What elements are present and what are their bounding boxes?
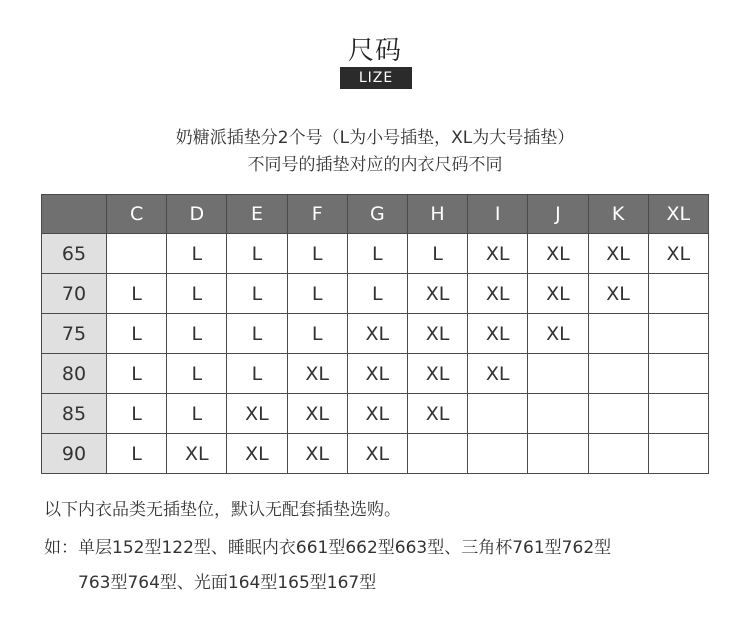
insert-size-cell: XL <box>407 354 467 394</box>
insert-size-cell: L <box>107 434 167 474</box>
insert-size-cell: L <box>227 234 287 274</box>
cup-header: H <box>407 195 467 234</box>
insert-size-cell: XL <box>167 434 227 474</box>
note-line-2: 如：单层152型122型、睡眠内衣661型662型663型、三角杯761型762型 <box>44 538 612 558</box>
insert-size-cell: XL <box>528 314 588 354</box>
insert-size-cell <box>468 434 528 474</box>
size-table <box>41 194 709 474</box>
insert-size-cell: L <box>227 274 287 314</box>
insert-size-cell: L <box>287 314 347 354</box>
band-size-cell: 75 <box>42 314 107 354</box>
insert-size-cell: XL <box>227 434 287 474</box>
insert-size-cell <box>588 314 648 354</box>
insert-size-cell <box>588 394 648 434</box>
insert-size-cell: XL <box>347 354 407 394</box>
table-header-row <box>42 195 709 234</box>
cup-header: E <box>227 195 287 234</box>
insert-size-cell: XL <box>347 394 407 434</box>
table-row <box>42 314 709 354</box>
insert-size-cell <box>468 394 528 434</box>
band-size-cell: 70 <box>42 274 107 314</box>
cup-header: J <box>528 195 588 234</box>
insert-size-cell: L <box>347 274 407 314</box>
table-corner-cell <box>42 195 107 234</box>
insert-size-cell <box>107 234 167 274</box>
cup-header: I <box>468 195 528 234</box>
note-line-1: 以下内衣品类无插垫位，默认无配套插垫选购。 <box>44 500 401 520</box>
intro-line-2: 不同号的插垫对应的内衣尺码不同 <box>247 155 503 175</box>
insert-size-cell: XL <box>468 234 528 274</box>
cup-header: G <box>347 195 407 234</box>
insert-size-cell: L <box>227 314 287 354</box>
insert-size-cell: XL <box>528 234 588 274</box>
table-row <box>42 274 709 314</box>
band-size-cell: 85 <box>42 394 107 434</box>
insert-size-cell: XL <box>468 354 528 394</box>
insert-size-cell: XL <box>468 274 528 314</box>
table-row <box>42 354 709 394</box>
band-size-cell: 90 <box>42 434 107 474</box>
insert-size-cell: XL <box>648 234 708 274</box>
insert-size-cell <box>588 354 648 394</box>
intro-line-1: 奶糖派插垫分2个号（L为小号插垫，XL为大号插垫） <box>175 128 575 148</box>
cup-header: F <box>287 195 347 234</box>
insert-size-cell: XL <box>407 394 467 434</box>
note-line-3: 763型764型、光面164型165型167型 <box>78 573 377 593</box>
insert-size-cell <box>588 434 648 474</box>
cup-header: C <box>107 195 167 234</box>
insert-size-cell <box>648 354 708 394</box>
insert-size-cell: XL <box>588 274 648 314</box>
cup-header: D <box>167 195 227 234</box>
insert-size-cell: XL <box>588 234 648 274</box>
insert-size-cell <box>407 434 467 474</box>
insert-size-cell: L <box>107 394 167 434</box>
insert-size-cell <box>528 394 588 434</box>
insert-size-cell: XL <box>287 394 347 434</box>
insert-size-cell: XL <box>287 354 347 394</box>
insert-size-cell <box>528 354 588 394</box>
band-size-cell: 65 <box>42 234 107 274</box>
insert-size-cell <box>648 274 708 314</box>
table-row <box>42 234 709 274</box>
insert-size-cell: XL <box>407 314 467 354</box>
table-row <box>42 434 709 474</box>
insert-size-cell: L <box>287 274 347 314</box>
insert-size-cell: L <box>167 234 227 274</box>
insert-size-cell: L <box>227 354 287 394</box>
insert-size-cell <box>648 434 708 474</box>
insert-size-cell: L <box>167 394 227 434</box>
insert-size-cell: XL <box>347 434 407 474</box>
insert-size-cell: XL <box>287 434 347 474</box>
cup-header: K <box>588 195 648 234</box>
band-size-cell: 80 <box>42 354 107 394</box>
subtitle-badge: LIZE <box>340 67 412 89</box>
insert-size-cell: XL <box>528 274 588 314</box>
insert-size-cell: XL <box>468 314 528 354</box>
insert-size-cell: XL <box>227 394 287 434</box>
insert-size-cell: L <box>107 274 167 314</box>
insert-size-cell: L <box>167 274 227 314</box>
cup-header: XL <box>648 195 708 234</box>
insert-size-cell: L <box>407 234 467 274</box>
insert-size-cell <box>648 394 708 434</box>
table-row <box>42 394 709 434</box>
insert-size-cell: XL <box>407 274 467 314</box>
insert-size-cell: L <box>287 234 347 274</box>
insert-size-cell <box>648 314 708 354</box>
table-body <box>42 234 709 474</box>
insert-size-cell: XL <box>347 314 407 354</box>
insert-size-cell: L <box>347 234 407 274</box>
insert-size-cell <box>528 434 588 474</box>
insert-size-cell: L <box>167 314 227 354</box>
insert-size-cell: L <box>167 354 227 394</box>
insert-size-cell: L <box>107 314 167 354</box>
insert-size-cell: L <box>107 354 167 394</box>
page-title: 尺码 <box>347 36 402 66</box>
